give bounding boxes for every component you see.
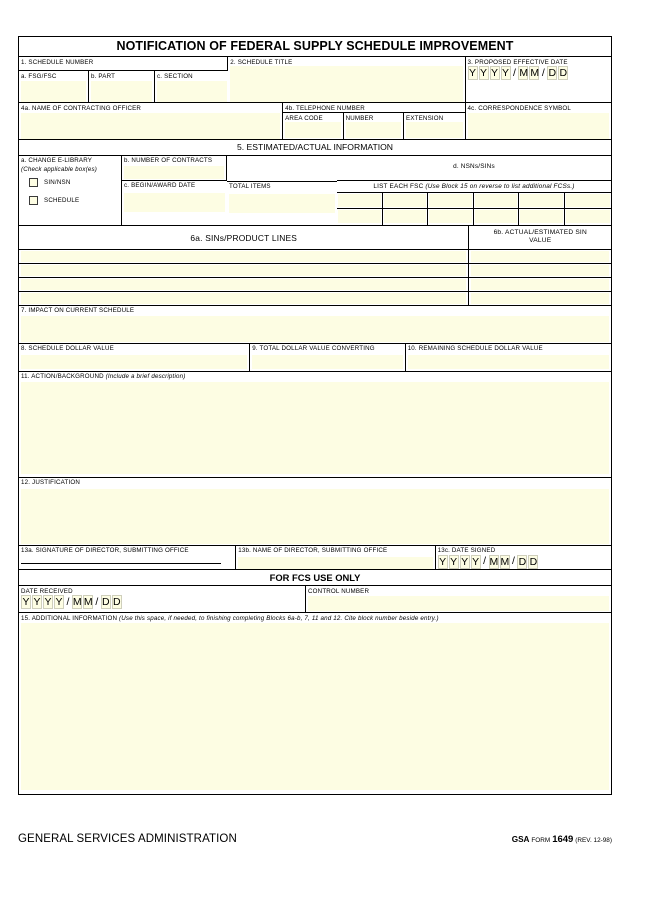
fsc-header-label: LIST EACH FSC (Use Block 15 on reverse to list additional FCSs.): [373, 182, 575, 190]
date-char[interactable]: Y: [55, 596, 63, 608]
fsc-input[interactable]: [384, 210, 427, 223]
control-number-input[interactable]: [308, 596, 609, 611]
row-11: [19, 372, 611, 478]
block-1c-section[interactable]: [155, 71, 229, 103]
block-6a-row[interactable]: [19, 250, 469, 264]
block-9-label: 9. TOTAL DOLLAR VALUE CONVERTING: [252, 345, 375, 352]
block-6a-header: [19, 226, 469, 250]
date-char[interactable]: M: [72, 596, 82, 608]
block-2-schedule-title[interactable]: [228, 57, 465, 103]
block-8-input[interactable]: [21, 355, 247, 369]
block-4a-label: 4a. NAME OF CONTRACTING OFFICER: [21, 104, 142, 112]
block-8-schedule-dollar-value[interactable]: [19, 344, 250, 372]
date-char[interactable]: Y: [22, 596, 30, 608]
date-char[interactable]: Y: [461, 555, 469, 568]
block-1a-input[interactable]: [21, 81, 86, 102]
form-revision: (REV. 12-98): [575, 837, 612, 844]
block-1-schedule-number: [19, 57, 228, 71]
fsc-header: [337, 181, 611, 193]
row-4: [19, 103, 611, 140]
date-char[interactable]: M: [489, 555, 499, 568]
section-6-data-row: [19, 250, 611, 264]
fsc-cell[interactable]: [565, 193, 611, 209]
block-1b-input[interactable]: [91, 81, 152, 102]
block-5a-sublabel: (Check applicable box(es): [21, 166, 98, 173]
area-code-input[interactable]: [285, 122, 340, 138]
section-5-banner: 5. ESTIMATED/ACTUAL INFORMATION: [19, 140, 611, 156]
section-6-header: [19, 226, 611, 250]
block-10-remaining-schedule-dollar-value[interactable]: [406, 344, 611, 372]
block-5bc-stack: [122, 156, 227, 226]
fcs-use-only-banner: FOR FCS USE ONLY: [19, 570, 611, 587]
block-13b-name-of-director[interactable]: [236, 546, 435, 570]
number-field[interactable]: [344, 113, 404, 140]
block-1b-part[interactable]: [89, 71, 155, 103]
date-char[interactable]: Y: [450, 555, 458, 568]
form-word: FORM: [531, 837, 551, 844]
fsc-input[interactable]: [429, 210, 472, 223]
block-4c-input[interactable]: [468, 113, 610, 139]
block-13a-label: 13a. SIGNATURE OF DIRECTOR, SUBMITTING OFFICE: [21, 547, 189, 554]
date-char[interactable]: M: [500, 555, 510, 568]
checkbox-sin-nsn-label: SIN/NSN: [44, 178, 71, 186]
fsc-cell[interactable]: [474, 193, 520, 209]
number-input[interactable]: [346, 122, 401, 138]
block-6b-row[interactable]: [469, 250, 611, 264]
block-6b-row[interactable]: [469, 278, 611, 292]
block-6b-input[interactable]: [471, 265, 609, 276]
block-13c-date-input[interactable]: [436, 555, 611, 569]
date-char[interactable]: D: [518, 555, 527, 568]
block-5a-change-elibrary: [19, 156, 122, 226]
block-13b-input[interactable]: [238, 557, 432, 569]
date-separator: /: [541, 66, 545, 79]
fsc-cell[interactable]: [519, 209, 565, 226]
fsc-input[interactable]: [520, 194, 563, 207]
block-9-input[interactable]: [252, 355, 402, 369]
checkbox-schedule-label: SCHEDULE: [44, 196, 80, 204]
block-15-label: 15. ADDITIONAL INFORMATION (Use this space, if needed, to finishing completing Blocks 6a-b, 7, 11 and 12. Cite block number beside entry.): [21, 614, 439, 622]
row-1-subfields: [19, 71, 229, 103]
date-char[interactable]: D: [102, 596, 110, 608]
row-15: [19, 613, 611, 794]
fsc-cell[interactable]: [337, 193, 383, 209]
block-6b-label-line1: 6b. ACTUAL/ESTIMATED SIN: [493, 228, 587, 236]
date-separator: /: [66, 595, 70, 608]
checkbox-sin-nsn[interactable]: [29, 178, 38, 187]
block-8-label: 8. SCHEDULE DOLLAR VALUE: [21, 345, 114, 352]
block-6b-row[interactable]: [469, 264, 611, 278]
date-separator: /: [512, 555, 515, 567]
total-items-stack: [227, 156, 337, 226]
date-char[interactable]: Y: [501, 67, 509, 79]
date-char[interactable]: Y: [472, 555, 480, 568]
block-11-input[interactable]: [21, 382, 609, 474]
block-6b-row[interactable]: [469, 292, 611, 306]
date-received-field[interactable]: [19, 586, 306, 613]
number-label: NUMBER: [345, 114, 374, 122]
fsc-input[interactable]: [338, 210, 381, 223]
date-char[interactable]: Y: [468, 67, 476, 79]
checkbox-schedule[interactable]: [29, 196, 38, 205]
fsc-cell[interactable]: [383, 209, 429, 226]
form-identifier: [512, 834, 612, 845]
block-5d-header: [337, 156, 611, 181]
block-6b-input[interactable]: [471, 279, 609, 290]
block-1c-label: c. SECTION: [157, 72, 193, 80]
date-char[interactable]: D: [113, 596, 121, 608]
block-6b-input[interactable]: [471, 251, 609, 262]
block-10-label: 10. REMAINING SCHEDULE DOLLAR VALUE: [407, 345, 543, 352]
date-received-label: DATE RECEIVED: [21, 587, 73, 595]
block-5c-label: c. BEGIN/AWARD DATE: [124, 182, 196, 189]
section-5-body: [19, 156, 611, 226]
block-7-label: 7. IMPACT ON CURRENT SCHEDULE: [21, 307, 135, 314]
block-6b-header: [469, 226, 611, 250]
row-13: [19, 546, 611, 570]
block-12-justification[interactable]: [19, 478, 611, 546]
block-4c-label: 4c. CORRESPONDENCE SYMBOL: [467, 104, 572, 112]
row-7: [19, 306, 611, 344]
fsc-cell[interactable]: [474, 209, 520, 226]
block-6b-input[interactable]: [471, 293, 609, 304]
block-3-proposed-effective-date[interactable]: [466, 57, 612, 103]
block-11-action-background[interactable]: [19, 372, 611, 478]
fsc-grid-row-2: [337, 209, 611, 226]
date-received-input[interactable]: [19, 595, 305, 609]
extension-input[interactable]: [406, 122, 462, 138]
block-6a-row[interactable]: [19, 264, 469, 278]
form-title: NOTIFICATION OF FEDERAL SUPPLY SCHEDULE IMPROVEMENT: [18, 36, 612, 56]
block-12-label: 12. JUSTIFICATION: [21, 479, 80, 486]
fsc-cell[interactable]: [519, 193, 565, 209]
block-7-input[interactable]: [21, 316, 609, 342]
block-5b-input[interactable]: [124, 166, 224, 179]
block-1-label: 1. SCHEDULE NUMBER: [21, 58, 94, 66]
extension-label: EXTENSION: [406, 114, 444, 122]
block-5a-label: a. CHANGE E-LIBRARY: [21, 157, 93, 164]
block-6a-input[interactable]: [21, 293, 466, 304]
fsc-cell[interactable]: [337, 209, 383, 226]
fsc-input[interactable]: [475, 194, 518, 207]
block-1c-input[interactable]: [157, 81, 227, 102]
block-9-total-dollar-value-converting[interactable]: [250, 344, 405, 372]
section-6-data-row: [19, 278, 611, 292]
date-char[interactable]: D: [559, 67, 568, 79]
date-separator: /: [513, 66, 516, 79]
block-4b-label: 4b. TELEPHONE NUMBER: [285, 104, 365, 112]
fsc-cell[interactable]: [428, 193, 474, 209]
block-4a-input[interactable]: [21, 113, 280, 139]
block-6a-input[interactable]: [21, 265, 466, 276]
agency-name: GENERAL SERVICES ADMINISTRATION: [18, 833, 237, 845]
form-body: [18, 56, 612, 795]
block-3-date-input[interactable]: [466, 66, 612, 80]
block-5c-input[interactable]: [124, 193, 225, 212]
row-8-9-10: [19, 344, 611, 372]
block-2-input[interactable]: [230, 66, 462, 102]
date-char[interactable]: Y: [479, 67, 487, 79]
block-6a-input[interactable]: [21, 251, 466, 262]
block-1a-label: a. FSG/FSC: [21, 72, 57, 80]
fsc-input[interactable]: [520, 210, 563, 223]
fsc-input[interactable]: [566, 194, 610, 207]
form-footer: [18, 833, 612, 845]
signature-line[interactable]: [21, 563, 221, 564]
block-3-label: 3. PROPOSED EFFECTIVE DATE: [467, 58, 568, 66]
date-separator: /: [95, 595, 99, 608]
block-6a-label: 6a. SINs/PRODUCT LINES: [190, 232, 298, 243]
fsc-input[interactable]: [429, 194, 472, 207]
total-items-spacer: [227, 156, 337, 181]
block-1a-fsg-fsc[interactable]: [19, 71, 89, 103]
section-6-data-row: [19, 292, 611, 306]
fsc-input[interactable]: [566, 210, 610, 223]
checkbox-row-sin-nsn[interactable]: [29, 178, 121, 187]
block-1b-label: b. PART: [91, 72, 116, 80]
block-6a-row[interactable]: [19, 292, 469, 306]
control-number-label: CONTROL NUMBER: [308, 587, 370, 595]
fsc-input[interactable]: [475, 210, 518, 223]
fsc-grid-row-1: [337, 193, 611, 209]
block-13c-label: 13c. DATE SIGNED: [437, 547, 496, 554]
fsc-cell[interactable]: [565, 209, 611, 226]
total-items-input[interactable]: [229, 194, 335, 213]
date-char[interactable]: Y: [44, 596, 52, 608]
block-13b-label: 13b. NAME OF DIRECTOR, SUBMITTING OFFICE: [238, 547, 388, 554]
area-code-field[interactable]: [283, 113, 343, 140]
block-4b-telephone-number: [283, 103, 465, 140]
block-4c-correspondence-symbol[interactable]: [466, 103, 612, 140]
fsc-cell[interactable]: [428, 209, 474, 226]
block-5b-number-of-contracts[interactable]: [122, 156, 227, 181]
block-6a-row[interactable]: [19, 278, 469, 292]
form-number: 1649: [552, 834, 574, 845]
block-5b-label: b. NUMBER OF CONTRACTS: [124, 157, 213, 164]
telephone-subfields: [283, 112, 464, 139]
date-char[interactable]: Y: [490, 67, 498, 79]
date-char[interactable]: M: [530, 67, 540, 79]
fsc-cell[interactable]: [383, 193, 429, 209]
block-15-input[interactable]: [21, 623, 609, 790]
section-6-data-row: [19, 264, 611, 278]
row-fcs-fields: [19, 586, 611, 613]
date-char[interactable]: D: [548, 67, 557, 79]
block-11-label: 11. ACTION/BACKGROUND (Include a brief description): [21, 373, 186, 380]
total-items-field[interactable]: [227, 181, 337, 226]
date-char[interactable]: M: [519, 67, 529, 79]
area-code-label: AREA CODE: [285, 114, 323, 122]
gsa-prefix: GSA: [511, 835, 530, 844]
date-char[interactable]: D: [529, 555, 538, 568]
block-12-input[interactable]: [21, 489, 609, 544]
block-5d-nsns-sins: [337, 156, 611, 226]
block-6b-label-line2: VALUE: [529, 236, 552, 244]
total-items-label: TOTAL ITEMS: [229, 183, 271, 190]
fsc-input[interactable]: [338, 194, 381, 207]
block-13a-signature-of-director[interactable]: [19, 546, 236, 570]
block-7-impact-on-current-schedule[interactable]: [19, 306, 611, 344]
checkbox-row-schedule[interactable]: [29, 196, 121, 205]
row-12: [19, 478, 611, 546]
block-4a-contracting-officer[interactable]: [19, 103, 283, 140]
form-page: [18, 36, 612, 795]
control-number-field[interactable]: [306, 586, 611, 613]
date-char[interactable]: Y: [33, 596, 41, 608]
block-10-input[interactable]: [408, 355, 609, 369]
block-5d-label: d. NSNs/SINs: [453, 162, 495, 170]
date-separator: /: [483, 555, 487, 567]
block-5c-begin-award-date[interactable]: [122, 181, 227, 226]
fsc-input[interactable]: [384, 194, 427, 207]
extension-field[interactable]: [404, 113, 464, 140]
date-char[interactable]: Y: [439, 555, 447, 568]
block-15-additional-information[interactable]: [19, 613, 611, 794]
date-char[interactable]: M: [83, 596, 93, 608]
block-2-label: 2. SCHEDULE TITLE: [230, 58, 293, 66]
block-13c-date-signed[interactable]: [436, 546, 611, 570]
block-6a-input[interactable]: [21, 279, 466, 290]
